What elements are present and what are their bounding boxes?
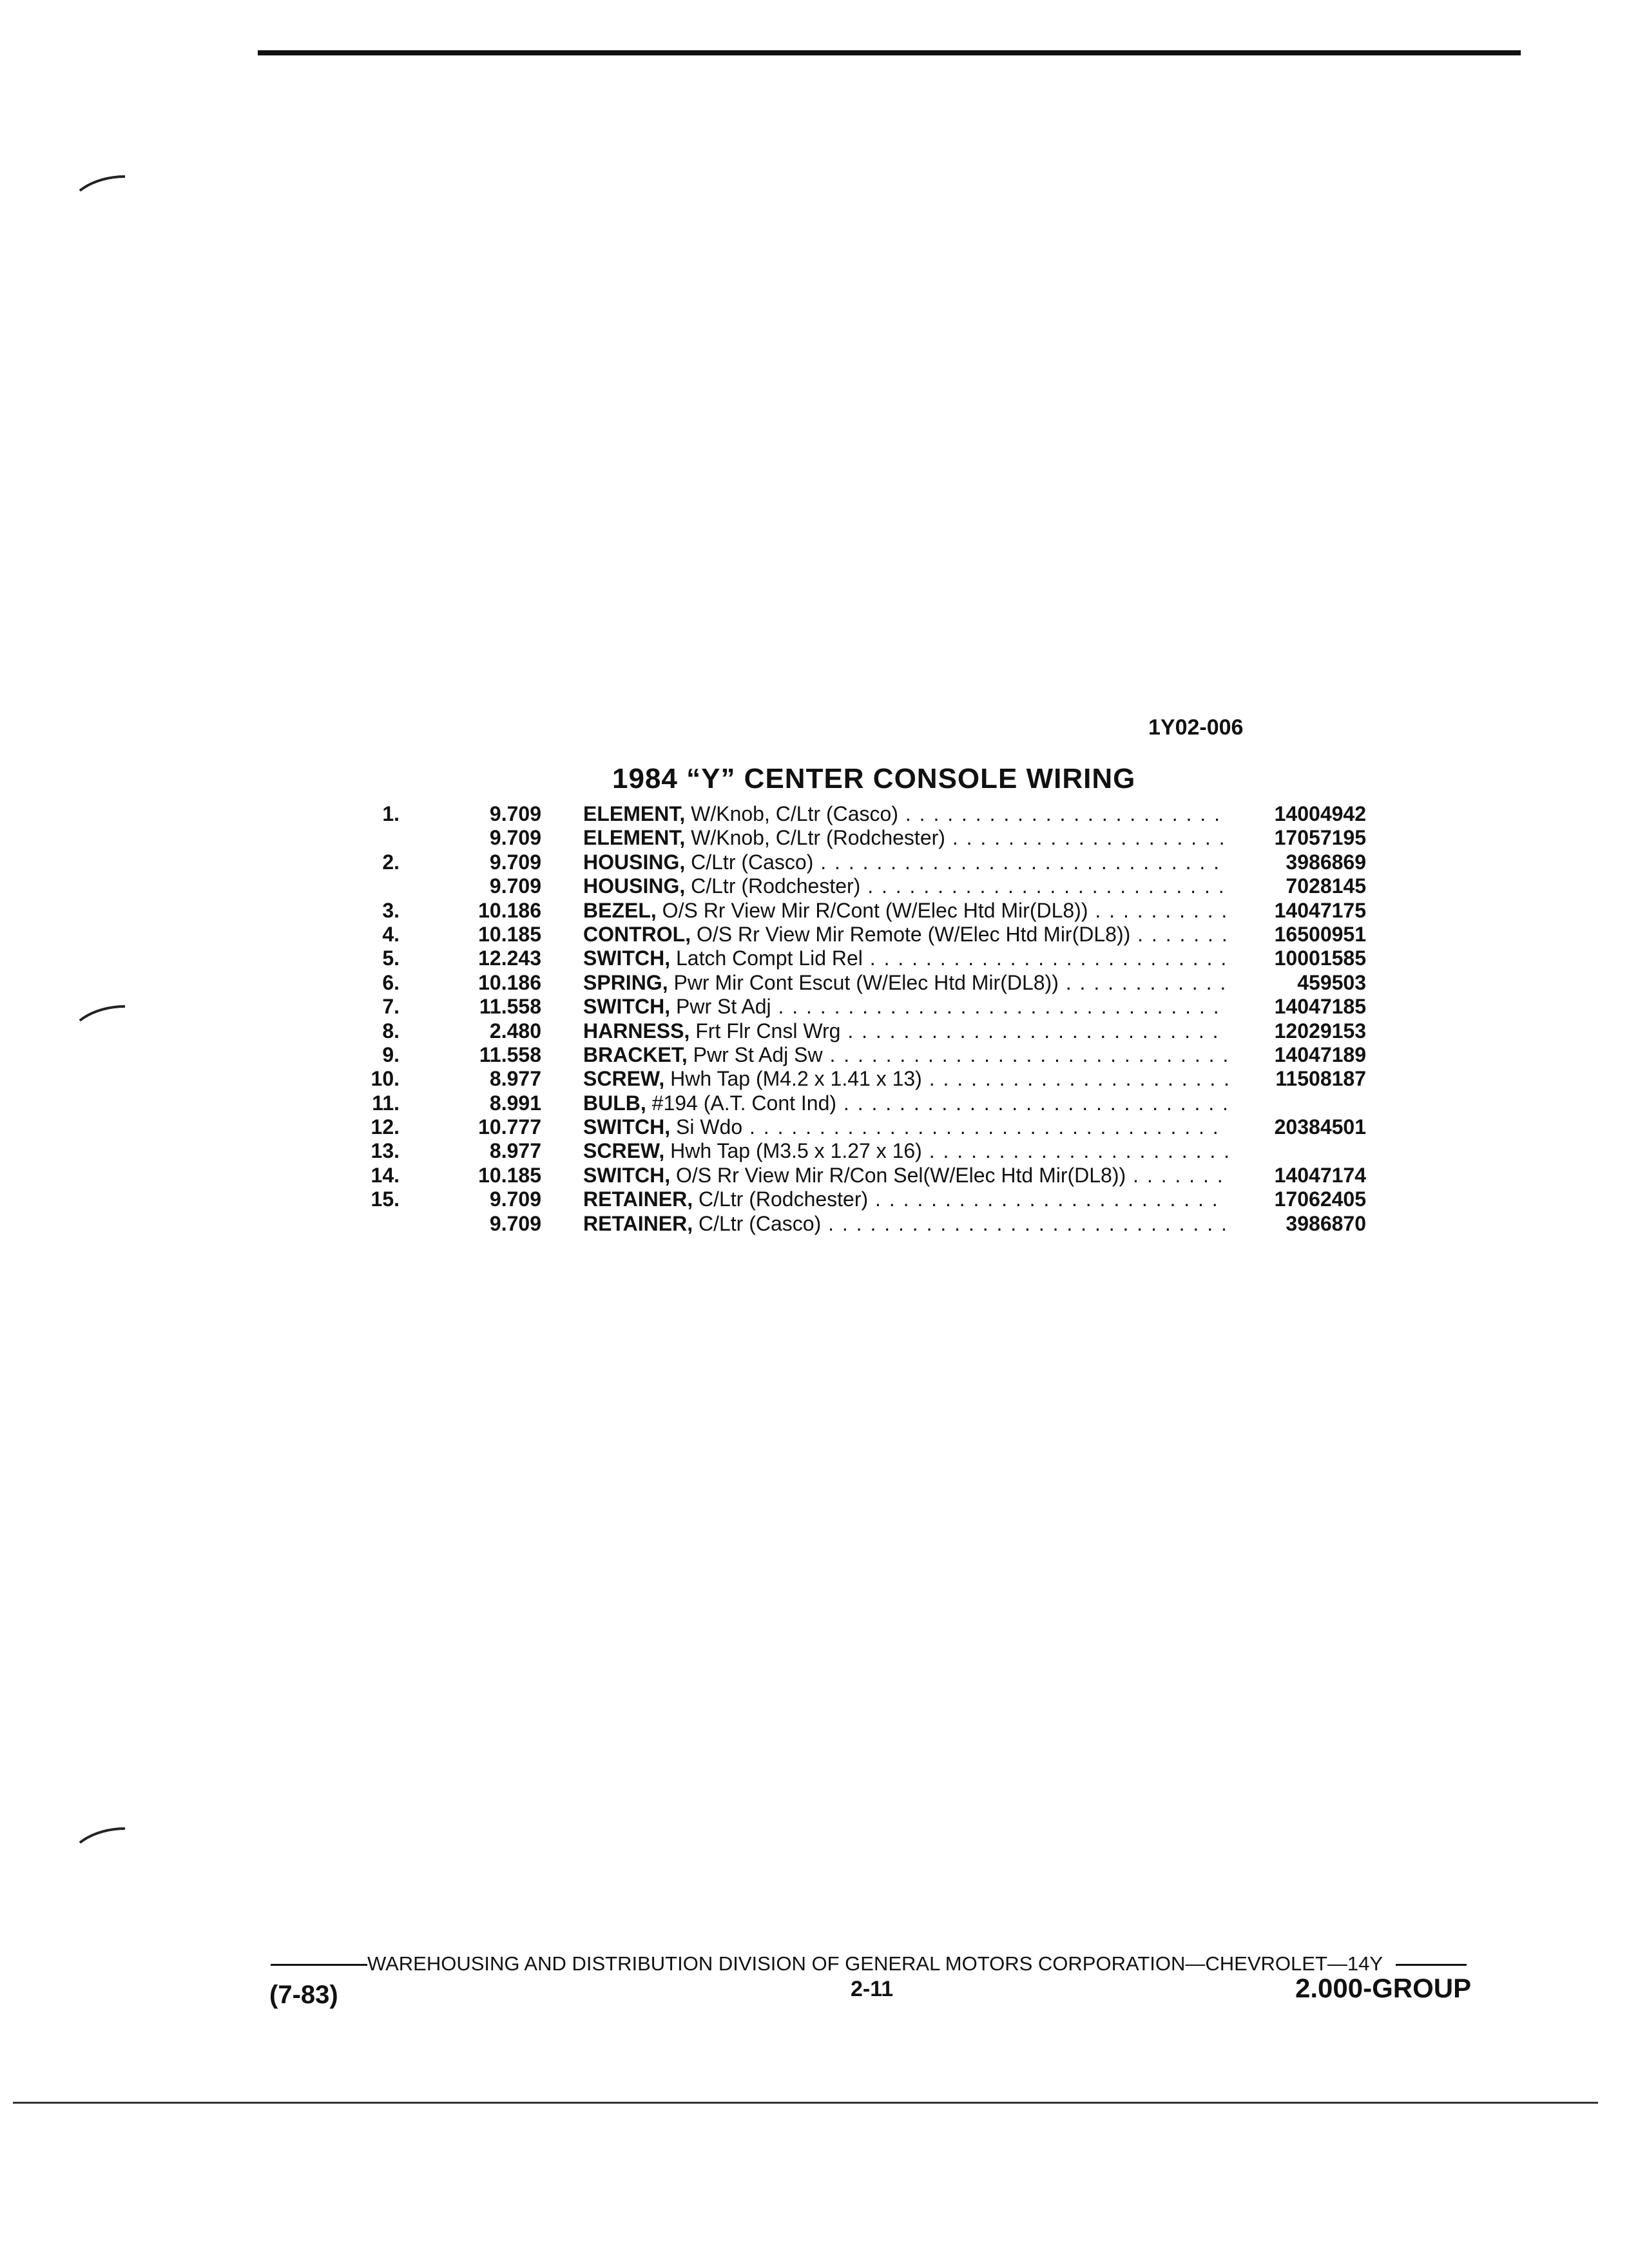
binder-mark	[64, 1005, 125, 1046]
group-reference: 8.991	[489, 1091, 541, 1115]
group-reference: 10.777	[478, 1115, 541, 1139]
group-reference: 10.186	[478, 898, 541, 922]
item-name: SCREW,	[583, 1067, 665, 1091]
item-detail: W/Knob, C/Ltr (Casco)	[691, 802, 898, 825]
item-number: 8.	[382, 1019, 400, 1043]
list-item	[361, 1139, 1366, 1163]
item-name: BULB,	[583, 1091, 646, 1115]
item-detail: O/S Rr View Mir R/Con Sel(W/Elec Htd Mir(DL8))	[675, 1163, 1126, 1187]
item-detail: #194 (A.T. Cont Ind)	[651, 1091, 837, 1115]
part-number: 11508187	[1231, 1067, 1366, 1091]
item-detail: Frt Flr Cnsl Wrg	[695, 1019, 841, 1043]
list-item	[361, 802, 1366, 826]
bottom-rule	[13, 2102, 1598, 2104]
list-item	[361, 850, 1366, 874]
item-description	[583, 1139, 1228, 1163]
group-reference: 10.185	[478, 922, 541, 946]
item-number: 12.	[371, 1115, 400, 1139]
list-item	[361, 1091, 1366, 1115]
item-description	[583, 1067, 1228, 1091]
item-detail: Latch Compt Lid Rel	[675, 947, 863, 970]
list-item	[361, 1187, 1366, 1211]
item-number: 13.	[371, 1139, 400, 1163]
footer-group: 2.000-GROUP	[1295, 1973, 1472, 2003]
item-number: 1.	[382, 802, 400, 825]
list-item	[361, 995, 1366, 1019]
footer-date: (7-83)	[269, 1981, 338, 2009]
group-reference: 8.977	[489, 1139, 541, 1163]
item-detail: C/Ltr (Casco)	[698, 1211, 822, 1235]
item-description	[583, 1115, 1228, 1139]
part-number: 20384501	[1231, 1115, 1366, 1139]
item-number: 15.	[371, 1187, 400, 1211]
item-detail: Hwh Tap (M4.2 x 1.41 x 13)	[670, 1067, 922, 1091]
group-reference: 9.709	[489, 826, 541, 850]
item-description	[583, 1212, 1228, 1236]
part-number: 10001585	[1231, 947, 1366, 970]
item-name: HARNESS,	[583, 1019, 690, 1043]
list-item	[361, 1164, 1366, 1187]
part-number: 14004942	[1231, 802, 1366, 826]
item-detail: Hwh Tap (M3.5 x 1.27 x 16)	[670, 1139, 922, 1163]
list-item	[361, 971, 1366, 995]
item-detail: Pwr Mir Cont Escut (W/Elec Htd Mir(DL8))	[673, 970, 1059, 994]
part-number: 16500951	[1231, 923, 1366, 947]
group-reference: 11.558	[479, 1043, 541, 1066]
group-reference: 9.709	[489, 874, 541, 898]
item-name: SWITCH,	[583, 995, 671, 1019]
list-item	[361, 1019, 1366, 1043]
item-number: 4.	[382, 922, 400, 946]
item-number: 14.	[371, 1163, 400, 1187]
group-reference: 9.709	[489, 1211, 541, 1235]
item-name: BRACKET,	[583, 1043, 688, 1066]
item-name: CONTROL,	[583, 922, 691, 946]
item-detail: C/Ltr (Rodchester)	[691, 874, 861, 898]
group-reference: 2.480	[489, 1019, 541, 1043]
list-item	[361, 1212, 1366, 1236]
part-number: 7028145	[1231, 874, 1366, 898]
item-description	[583, 802, 1228, 826]
item-name: HOUSING,	[583, 850, 686, 874]
item-description	[583, 899, 1228, 923]
item-detail: Pwr St Adj	[675, 995, 771, 1019]
group-reference: 9.709	[489, 1187, 541, 1211]
item-name: SPRING,	[583, 970, 668, 994]
group-reference: 10.186	[478, 970, 541, 994]
item-number: 2.	[382, 850, 400, 874]
list-item	[361, 874, 1366, 898]
item-name: SCREW,	[583, 1139, 665, 1163]
part-number: 14047174	[1231, 1164, 1366, 1187]
group-reference: 9.709	[489, 850, 541, 874]
item-description	[583, 826, 1228, 850]
page-number: 2-11	[851, 1977, 894, 2001]
part-number: 14047189	[1231, 1043, 1366, 1067]
item-name: RETAINER,	[583, 1187, 693, 1211]
group-reference: 12.243	[478, 947, 541, 970]
page-title: 1984 “Y” CENTER CONSOLE WIRING	[612, 763, 1136, 794]
item-description	[583, 1091, 1228, 1115]
item-name: ELEMENT,	[583, 802, 686, 825]
item-description	[583, 874, 1228, 898]
item-name: SWITCH,	[583, 1163, 671, 1187]
item-detail: Pwr St Adj Sw	[693, 1043, 823, 1066]
part-number: 459503	[1231, 971, 1366, 995]
part-number: 14047185	[1231, 995, 1366, 1019]
item-number: 3.	[382, 898, 400, 922]
top-rule	[258, 50, 1521, 55]
part-number: 17057195	[1231, 826, 1366, 850]
item-detail: O/S Rr View Mir R/Cont (W/Elec Htd Mir(DL8))	[662, 898, 1088, 922]
item-number: 9.	[382, 1043, 400, 1066]
group-reference: 11.558	[479, 995, 541, 1019]
item-description	[583, 1043, 1228, 1067]
item-description	[583, 995, 1228, 1019]
item-name: ELEMENT,	[583, 826, 686, 850]
list-item	[361, 923, 1366, 947]
part-number: 14047175	[1231, 899, 1366, 923]
item-detail: Si Wdo	[675, 1115, 743, 1139]
item-detail: C/Ltr (Rodchester)	[698, 1187, 869, 1211]
item-detail: C/Ltr (Casco)	[691, 850, 814, 874]
item-description	[583, 1164, 1228, 1187]
parts-list	[361, 802, 1366, 1236]
item-number: 5.	[382, 947, 400, 970]
item-name: BEZEL,	[583, 898, 657, 922]
group-reference: 10.185	[478, 1163, 541, 1187]
list-item	[361, 1115, 1366, 1139]
item-detail: W/Knob, C/Ltr (Rodchester)	[691, 826, 945, 850]
part-number: 12029153	[1231, 1019, 1366, 1043]
item-detail: O/S Rr View Mir Remote (W/Elec Htd Mir(DL8))	[696, 922, 1131, 946]
list-item	[361, 826, 1366, 850]
part-number: 17062405	[1231, 1187, 1366, 1211]
item-description	[583, 850, 1228, 874]
item-description	[583, 947, 1228, 970]
list-item	[361, 1067, 1366, 1091]
item-description	[583, 971, 1228, 995]
document-id: 1Y02-006	[1148, 715, 1244, 740]
binder-mark	[64, 175, 125, 216]
item-name: SWITCH,	[583, 1115, 671, 1139]
list-item	[361, 899, 1366, 923]
list-item	[361, 1043, 1366, 1067]
binder-mark	[64, 1827, 125, 1869]
item-description	[583, 1187, 1228, 1211]
item-name: SWITCH,	[583, 947, 671, 970]
part-number: 3986869	[1231, 850, 1366, 874]
list-item	[361, 947, 1366, 970]
item-description	[583, 923, 1228, 947]
group-reference: 9.709	[489, 802, 541, 825]
item-name: HOUSING,	[583, 874, 686, 898]
item-name: RETAINER,	[583, 1211, 693, 1235]
part-number: 3986870	[1231, 1212, 1366, 1236]
item-number: 11.	[372, 1091, 400, 1115]
group-reference: 8.977	[489, 1067, 541, 1091]
item-number: 10.	[371, 1067, 400, 1091]
item-number: 7.	[382, 995, 400, 1019]
footer-publisher-line: WAREHOUSING AND DISTRIBUTION DIVISION OF GENERAL MOTORS CORPORATION—CHEVROLET—14Y	[271, 1952, 1495, 1975]
item-description	[583, 1019, 1228, 1043]
item-number: 6.	[382, 970, 400, 994]
